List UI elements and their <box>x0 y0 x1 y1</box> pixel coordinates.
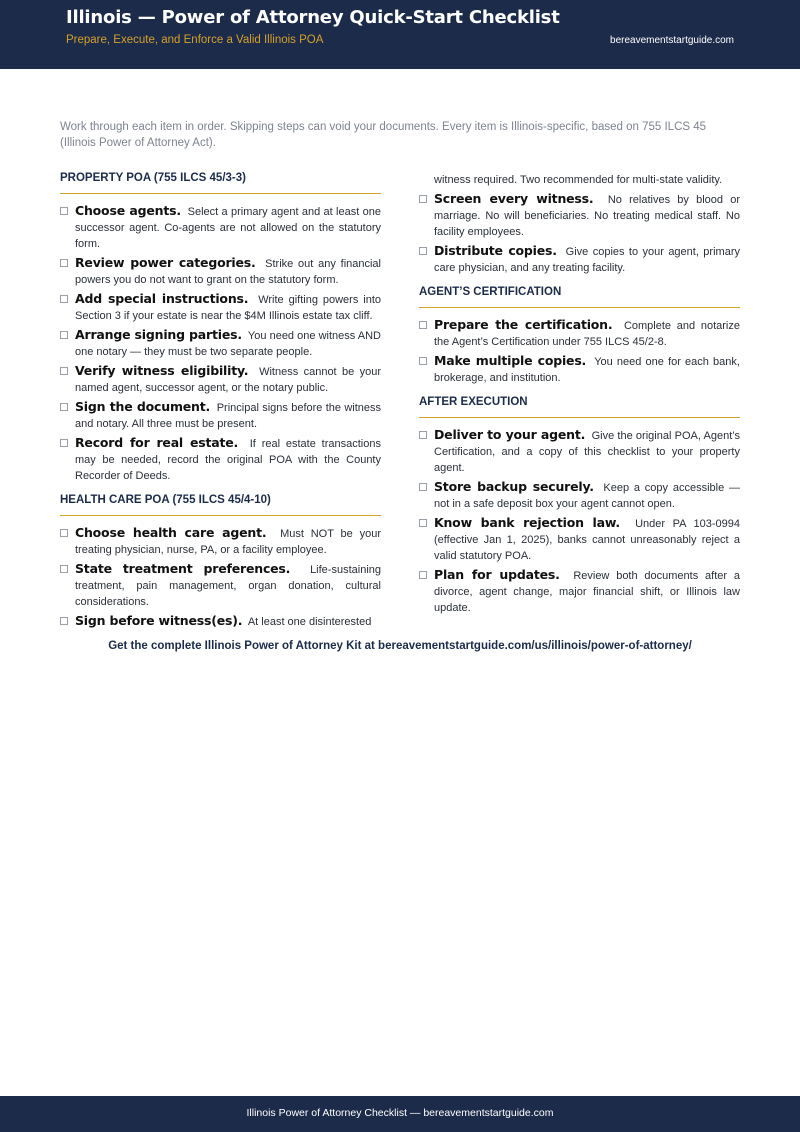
checkbox-icon[interactable] <box>60 295 68 303</box>
item-description: Must NOT be your treating physician, nurse, PA, or a facility employee. <box>75 528 381 556</box>
checklist-item <box>419 479 740 512</box>
checkbox-icon[interactable] <box>60 259 68 267</box>
checklist-item <box>60 561 381 610</box>
item-label: Add special instructions. <box>75 291 249 306</box>
item-description: Give copies to your agent, primary care physician, and any treating facility. <box>434 246 740 274</box>
checklist-item <box>419 567 740 616</box>
item-label: Prepare the certification. <box>434 317 613 332</box>
item-label: Know bank rejection law. <box>434 515 620 530</box>
checklist-item <box>60 255 381 288</box>
item-description: At least one disinterested <box>247 616 372 628</box>
checkbox-icon[interactable] <box>60 207 68 215</box>
item-description: Write gifting powers into Section 3 if your estate is near the $4M Illinois estate tax cliff. <box>75 294 381 322</box>
item-label: Distribute copies. <box>434 243 557 258</box>
page-footer: Illinois Power of Attorney Checklist — bereavementstartguide.com <box>0 1096 800 1132</box>
left-column <box>60 172 381 640</box>
checklist-item <box>419 427 740 476</box>
checkbox-icon[interactable] <box>419 519 427 527</box>
item-label: Plan for updates. <box>434 567 560 582</box>
item-description: Principal signs before the witness and notary. All three must be present. <box>75 402 381 430</box>
checklist-item <box>60 203 381 252</box>
item-label: Screen every witness. <box>434 191 594 206</box>
checkbox-icon[interactable] <box>419 247 427 255</box>
checkbox-icon[interactable] <box>60 529 68 537</box>
checkbox-icon[interactable] <box>419 431 427 439</box>
item-label: Sign the document. <box>75 399 211 414</box>
item-label: Sign before witness(es). <box>75 613 243 628</box>
checklist-item <box>419 243 740 276</box>
section-title: AGENT’S CERTIFICATION <box>419 286 740 308</box>
right-column <box>419 172 740 626</box>
intro-text: Work through each item in order. Skipping steps can void your documents. Every item is Illinois-specific, based on 755 ILCS 45 (Illinois Power of Attorney Act). <box>60 121 707 149</box>
checkbox-icon[interactable] <box>60 565 68 573</box>
item-label: Record for real estate. <box>75 435 239 450</box>
checklist-item <box>419 191 740 240</box>
certification-section <box>419 286 740 386</box>
checklist-item <box>60 399 381 432</box>
checkbox-icon[interactable] <box>419 483 427 491</box>
item-description: Strike out any financial powers you do not want to grant on the statutory form. <box>75 258 381 286</box>
item-label: Arrange signing parties. <box>75 327 242 342</box>
section-title: AFTER EXECUTION <box>419 396 740 418</box>
item-description: Life-sustaining treatment, pain management, organ donation, cultural considerations. <box>75 564 381 608</box>
checkbox-icon[interactable] <box>60 367 68 375</box>
item-label: Verify witness eligibility. <box>75 363 249 378</box>
page-title: Illinois — Power of Attorney Quick-Start Checklist <box>66 7 560 28</box>
checklist-item <box>60 613 381 630</box>
page-subtitle: Prepare, Execute, and Enforce a Valid Illinois POA <box>66 34 324 46</box>
item-description: If real estate transactions may be needed, record the original POA with the County Recorder of Deeds. <box>75 438 381 482</box>
item-description: Complete and notarize the Agent’s Certification under 755 ILCS 45/2-8. <box>434 320 740 348</box>
checklist-item <box>60 291 381 324</box>
checkbox-icon[interactable] <box>60 617 68 625</box>
item-label: Store backup securely. <box>434 479 594 494</box>
checkbox-icon[interactable] <box>419 321 427 329</box>
item-label: Choose health care agent. <box>75 525 267 540</box>
item-label: Deliver to your agent. <box>434 427 586 442</box>
item-description: Select a primary agent and at least one successor agent. Co-agents are not allowed on the statutory form. <box>75 206 381 250</box>
checklist-item <box>419 515 740 564</box>
checklist-item <box>60 435 381 484</box>
checklist-item <box>60 525 381 558</box>
health-section <box>60 494 381 630</box>
page-header <box>0 0 800 69</box>
item-description: No relatives by blood or marriage. No will beneficiaries. No treating medical staff. No facility employees. <box>434 194 740 238</box>
header-site: bereavementstartguide.com <box>610 35 734 46</box>
checkbox-icon[interactable] <box>60 439 68 447</box>
item-description: Witness cannot be your named agent, successor agent, or the notary public. <box>75 366 381 394</box>
item-label: State treatment preferences. <box>75 561 291 576</box>
checkbox-icon[interactable] <box>419 357 427 365</box>
checkbox-icon[interactable] <box>60 331 68 339</box>
checklist-item <box>60 363 381 396</box>
item-description: Review both documents after a divorce, agent change, major financial shift, or Illinois law update. <box>434 570 740 614</box>
section-title: HEALTH CARE POA (755 ILCS 45/4-10) <box>60 494 381 516</box>
item-description: Under PA 103-0994 (effective Jan 1, 2025), banks cannot unreasonably reject a valid statutory POA. <box>434 518 740 562</box>
cta-link[interactable]: Get the complete Illinois Power of Attorney Kit at bereavementstartguide.com/us/illinois/power-of-attorney/ <box>108 640 692 652</box>
checkbox-icon[interactable] <box>419 195 427 203</box>
item-description: Give the original POA, Agent’s Certification, and a copy of this checklist to your property agent. <box>434 430 740 474</box>
checklist-item <box>419 317 740 350</box>
checklist-item <box>60 327 381 360</box>
checkbox-icon[interactable] <box>419 571 427 579</box>
item-description: You need one for each bank, brokerage, and institution. <box>434 356 740 384</box>
item-label: Review power categories. <box>75 255 256 270</box>
checkbox-icon[interactable] <box>60 403 68 411</box>
after-section <box>419 396 740 616</box>
checklist-item <box>419 353 740 386</box>
item-continued: witness required. Two recommended for multi-state validity. <box>434 174 723 186</box>
item-description: Keep a copy accessible — not in a safe deposit box your agent cannot open. <box>434 482 740 510</box>
property-section <box>60 172 381 484</box>
item-label: Make multiple copies. <box>434 353 587 368</box>
section-title: PROPERTY POA (755 ILCS 45/3-3) <box>60 172 381 194</box>
item-description: You need one witness AND one notary — they must be two separate people. <box>75 330 381 358</box>
item-label: Choose agents. <box>75 203 181 218</box>
